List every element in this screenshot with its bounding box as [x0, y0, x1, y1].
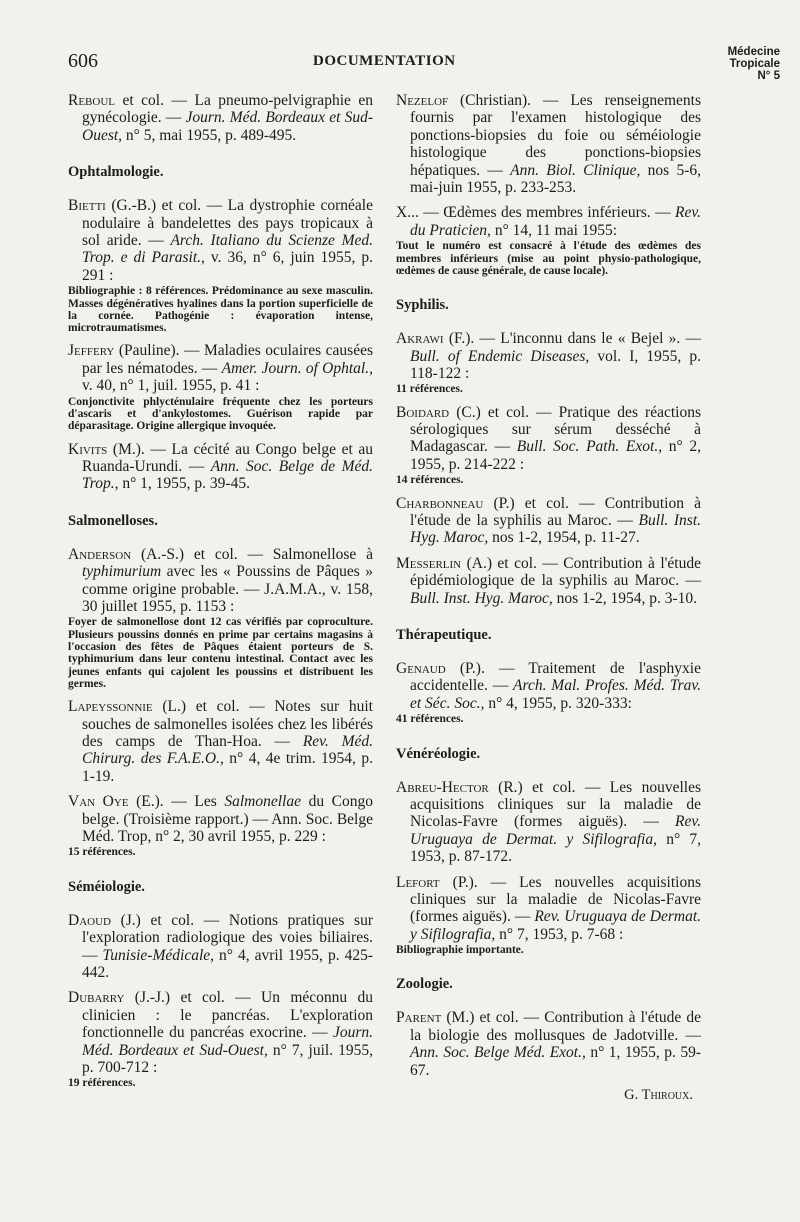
- entry-note: 15 références.: [68, 846, 136, 859]
- author-name: Bietti: [68, 197, 106, 215]
- bibliography-entry: [68, 342, 373, 432]
- author-name: Boidard: [396, 403, 450, 421]
- author-name: X...: [396, 204, 419, 222]
- author-name: Nezelof: [396, 92, 449, 109]
- journal-title: Ann. Soc. Belge Méd. Exot.,: [410, 1044, 586, 1062]
- entry-text: (P.). — Les nouvelles acquisitions cliniques sur la maladie de Nicolas-Favre (formes aiguës). —: [410, 873, 701, 926]
- journal-title: Rev. Uruguaya de Dermat. y Sifilografia,: [410, 908, 702, 943]
- entry-note: Bibliographie importante.: [396, 944, 524, 957]
- entry-text: (Pauline). — Maladies oculaires causées par les nématodes. —: [82, 342, 373, 377]
- entry-citation: n° 2, 1955, p. 214-222 :: [410, 438, 702, 473]
- entry-note: 14 références.: [396, 474, 464, 487]
- entry-note: Conjonctivite phlycténulaire fréquente chez les porteurs d'ascaris et d'ankylostomes. Guérison rapide par déparasitage. Origine allergique invoquée.: [68, 395, 373, 433]
- entry-citation: v. 36, n° 6, juin 1955, p. 291 :: [82, 249, 373, 284]
- entry-citation: n° 4, 1955, p. 320-333:: [484, 694, 632, 712]
- section-heading: Syphilis.: [396, 297, 449, 314]
- section-heading: Séméiologie.: [68, 878, 145, 895]
- entry-text: (J.) et col. — Notions pratiques sur l'exploration radiologique des voies biliaires. —: [82, 911, 373, 964]
- author-name: Dubarry: [68, 989, 125, 1007]
- bibliography-entry: [68, 546, 373, 690]
- right-column: [396, 92, 701, 1104]
- entry-note: 11 références.: [396, 383, 463, 396]
- bibliography-entry: [68, 197, 373, 334]
- entry-text: (A.-S.) et col. — Salmonellose à: [131, 545, 373, 563]
- entry-citation: n° 1, 1955, p. 59-67.: [410, 1044, 701, 1079]
- entry-text: (J.-J.) et col. — Un méconnu du clinicien : le pancréas. L'exploration fonctionnelle du pancréas exocrine. —: [82, 989, 373, 1042]
- bibliography-entry: [68, 989, 373, 1089]
- entry-text: (P.). — Traitement de l'asphyxie accidentelle. —: [410, 660, 701, 695]
- entry-citation: n° 7, 1953, p. 7-68 :: [495, 925, 624, 943]
- bibliography-entry: [68, 912, 373, 982]
- running-title: DOCUMENTATION: [313, 53, 456, 69]
- bibliography-entry: [68, 441, 373, 493]
- species-name: Salmonellae: [224, 793, 301, 811]
- bibliography-entry: [396, 874, 701, 957]
- author-name: Van Oye: [68, 793, 129, 811]
- page-header: [68, 46, 780, 90]
- journal-title: Tunisie-Médicale,: [102, 946, 215, 964]
- entry-citation: vol. I, 1955, p. 118-122 :: [410, 347, 701, 382]
- section-heading: Thérapeutique.: [396, 627, 492, 644]
- author-name: Parent: [396, 1009, 442, 1027]
- entry-citation: nos 1-2, 1954, p. 11-27.: [488, 529, 640, 547]
- journal-title: Amer. Journ. of Ophtal.,: [221, 359, 373, 377]
- entry-citation: v. 40, n° 1, juil. 1955, p. 41 :: [82, 377, 260, 395]
- bibliography-entry: [68, 793, 373, 859]
- bibliography-entry: [396, 660, 701, 726]
- author-name: Messerlin: [396, 554, 462, 572]
- author-signature: G. Thiroux.: [624, 1087, 693, 1104]
- bibliography-entry: [396, 779, 701, 866]
- entry-citation: n° 4, 4e trim. 1954, p. 1-19.: [82, 750, 373, 785]
- journal-title: Bull. Inst. Hyg. Maroc,: [410, 511, 702, 547]
- journal-title: Journ. Méd. Bordeaux et Sud-Ouest,: [82, 109, 373, 144]
- journal-line: Médecine: [727, 46, 780, 58]
- entry-citation: n° 7, 1953, p. 87-172.: [410, 830, 702, 866]
- entry-text: (P.) et col. — Contribution à l'étude de la syphilis au Maroc. —: [410, 494, 701, 529]
- bibliography-entry: [396, 495, 701, 547]
- journal-line: Tropicale: [729, 58, 780, 70]
- entry-text: (R.) et col. — Les nouvelles acquisitions cliniques sur la maladie de Nicolas-Favre (formes aiguës). —: [410, 778, 701, 831]
- entry-text: (C.) et col. — Pratique des réactions sérologiques sur sérum desséché à Madagascar. —: [410, 403, 701, 456]
- section-heading: Zoologie.: [396, 976, 453, 993]
- section-heading: Ophtalmologie.: [68, 164, 164, 181]
- author-name: Lefort: [396, 873, 440, 891]
- journal-title: Bull. Soc. Path. Exot.,: [516, 438, 663, 456]
- entry-citation: n° 4, avril 1955, p. 425-442.: [82, 946, 373, 981]
- author-name: Anderson: [68, 545, 132, 563]
- author-name: Genaud: [396, 660, 446, 678]
- entry-note: 19 références.: [68, 1077, 136, 1090]
- journal-title: Bull. of Endemic Diseases,: [410, 347, 590, 365]
- entry-text: (M.). — La cécité au Congo belge et au Ruanda-Urundi. —: [82, 440, 373, 475]
- journal-title: Ann. Soc. Belge de Méd. Trop.,: [82, 457, 373, 493]
- entry-citation: nos 1-2, 1954, p. 3-10.: [552, 589, 698, 607]
- species-name: typhimurium: [82, 563, 162, 581]
- journal-title: Ann. Biol. Clinique,: [510, 161, 641, 179]
- entry-note: 41 références.: [396, 713, 464, 726]
- entry-text: (M.) et col. — Contribution à l'étude de la biologie des mollusques de Jadotville. —: [410, 1009, 701, 1044]
- entry-note: Foyer de salmonellose dont 12 cas vérifiés par coproculture. Plusieurs poussins donnés en prime par certains magasins à l'occasion des fêtes de Pâques étaient porteurs de S. typhimurium dans leur contenu intestinal. Contact avec les jeunes enfants qui cajolent les poussins et distribuent les germes.: [68, 616, 373, 690]
- entry-text: et col. — La pneumo-pelvigraphie en gynécologie. —: [82, 92, 373, 127]
- author-name: Lapeyssonnie: [68, 698, 153, 716]
- entry-citation: du Congo belge. (Troisième rapport.) — Ann. Soc. Belge Méd. Trop, n° 2, 30 avril 1955, p. 229 :: [82, 793, 373, 846]
- entry-note: Bibliographie : 8 références. Prédominance au sexe masculin. Masses dégénératives hyalines dans la portion superficielle de la cornée. Pathogénie : évaporation intense, microtraumatismes.: [68, 285, 373, 335]
- bibliography-entry: [68, 92, 373, 144]
- author-name: Charbonneau: [396, 494, 484, 512]
- journal-title: Arch. Mal. Profes. Méd. Trav. et Séc. Soc.,: [410, 677, 701, 712]
- bibliography-entry: [396, 1009, 701, 1079]
- author-name: Daoud: [68, 911, 111, 929]
- journal-title: Arch. Italiano du Scienze Med. Trop. e di Parasit.,: [82, 232, 373, 267]
- entry-citation: n° 1, 1955, p. 39-45.: [118, 475, 250, 493]
- entry-text: (G.-B.) et col. — La dystrophie cornéale nodulaire à bandelettes des pays tropicaux à sol aride. —: [82, 197, 373, 250]
- entry-text: (F.). — L'inconnu dans le « Bejel ». —: [443, 330, 701, 348]
- bibliography-entry: [68, 698, 373, 785]
- journal-title: Bull. Inst. Hyg. Maroc,: [410, 589, 553, 607]
- journal-title: Rev. Méd. Chirurg. des F.A.E.O.,: [82, 732, 373, 768]
- entry-citation: n° 5, mai 1955, p. 489-495.: [122, 126, 297, 144]
- left-column: [68, 92, 373, 1098]
- author-name: Reboul: [68, 92, 116, 109]
- author-name: Jeffery: [68, 342, 115, 360]
- journal-title: Journ. Méd. Bordeaux et Sud-Ouest,: [82, 1024, 373, 1059]
- entry-text: (L.) et col. — Notes sur huit souches de salmonelles isolées chez les libérés des camps de Than-Hoa. —: [82, 698, 373, 750]
- journal-reference: [728, 46, 780, 82]
- journal-title: Rev. Uruguaya de Dermat. y Sifilografia,: [410, 813, 701, 848]
- section-heading: Vénéréologie.: [396, 745, 481, 762]
- page-number: 606: [68, 50, 98, 72]
- journal-title: Rev. du Praticien,: [410, 204, 701, 239]
- entry-text: (A.) et col. — Contribution à l'étude épidémiologique de la syphilis au Maroc. —: [410, 554, 701, 590]
- bibliography-entry: [396, 404, 701, 487]
- entry-note: Tout le numéro est consacré à l'étude des œdèmes des membres inférieurs (mise au point physio-pathologique, œdèmes de cause générale, de cause locale).: [396, 240, 701, 277]
- bibliography-entry: [396, 92, 701, 196]
- entry-citation: nos 5-6, mai-juin 1955, p. 233-253.: [410, 161, 701, 197]
- section-heading: Salmonelloses.: [68, 512, 158, 529]
- entry-text: (Christian). — Les renseignements fournis par l'examen histologique des ponctions-biopsies du foie ou séméiologie histologique des ponctions-biopsies hépatiques. —: [410, 92, 701, 179]
- entry-citation: n° 7, juil. 1955, p. 700-712 :: [82, 1041, 373, 1076]
- author-name: Akrawi: [396, 330, 444, 348]
- entry-text: (E.). — Les: [128, 793, 225, 811]
- bibliography-entry: [396, 555, 701, 607]
- entry-citation: avec les « Poussins de Pâques » comme origine probable. — J.A.M.A., v. 158, 30 juillet 1955, p. 1153 :: [82, 563, 373, 615]
- journal-line: N° 5: [757, 70, 780, 82]
- author-name: Abreu-Hector: [396, 778, 489, 796]
- author-name: Kivits: [68, 440, 108, 458]
- bibliography-entry: [396, 204, 701, 277]
- entry-citation: n° 14, 11 mai 1955:: [490, 221, 618, 239]
- bibliography-entry: [396, 330, 701, 396]
- entry-text: — Œdèmes des membres inférieurs. —: [418, 204, 676, 222]
